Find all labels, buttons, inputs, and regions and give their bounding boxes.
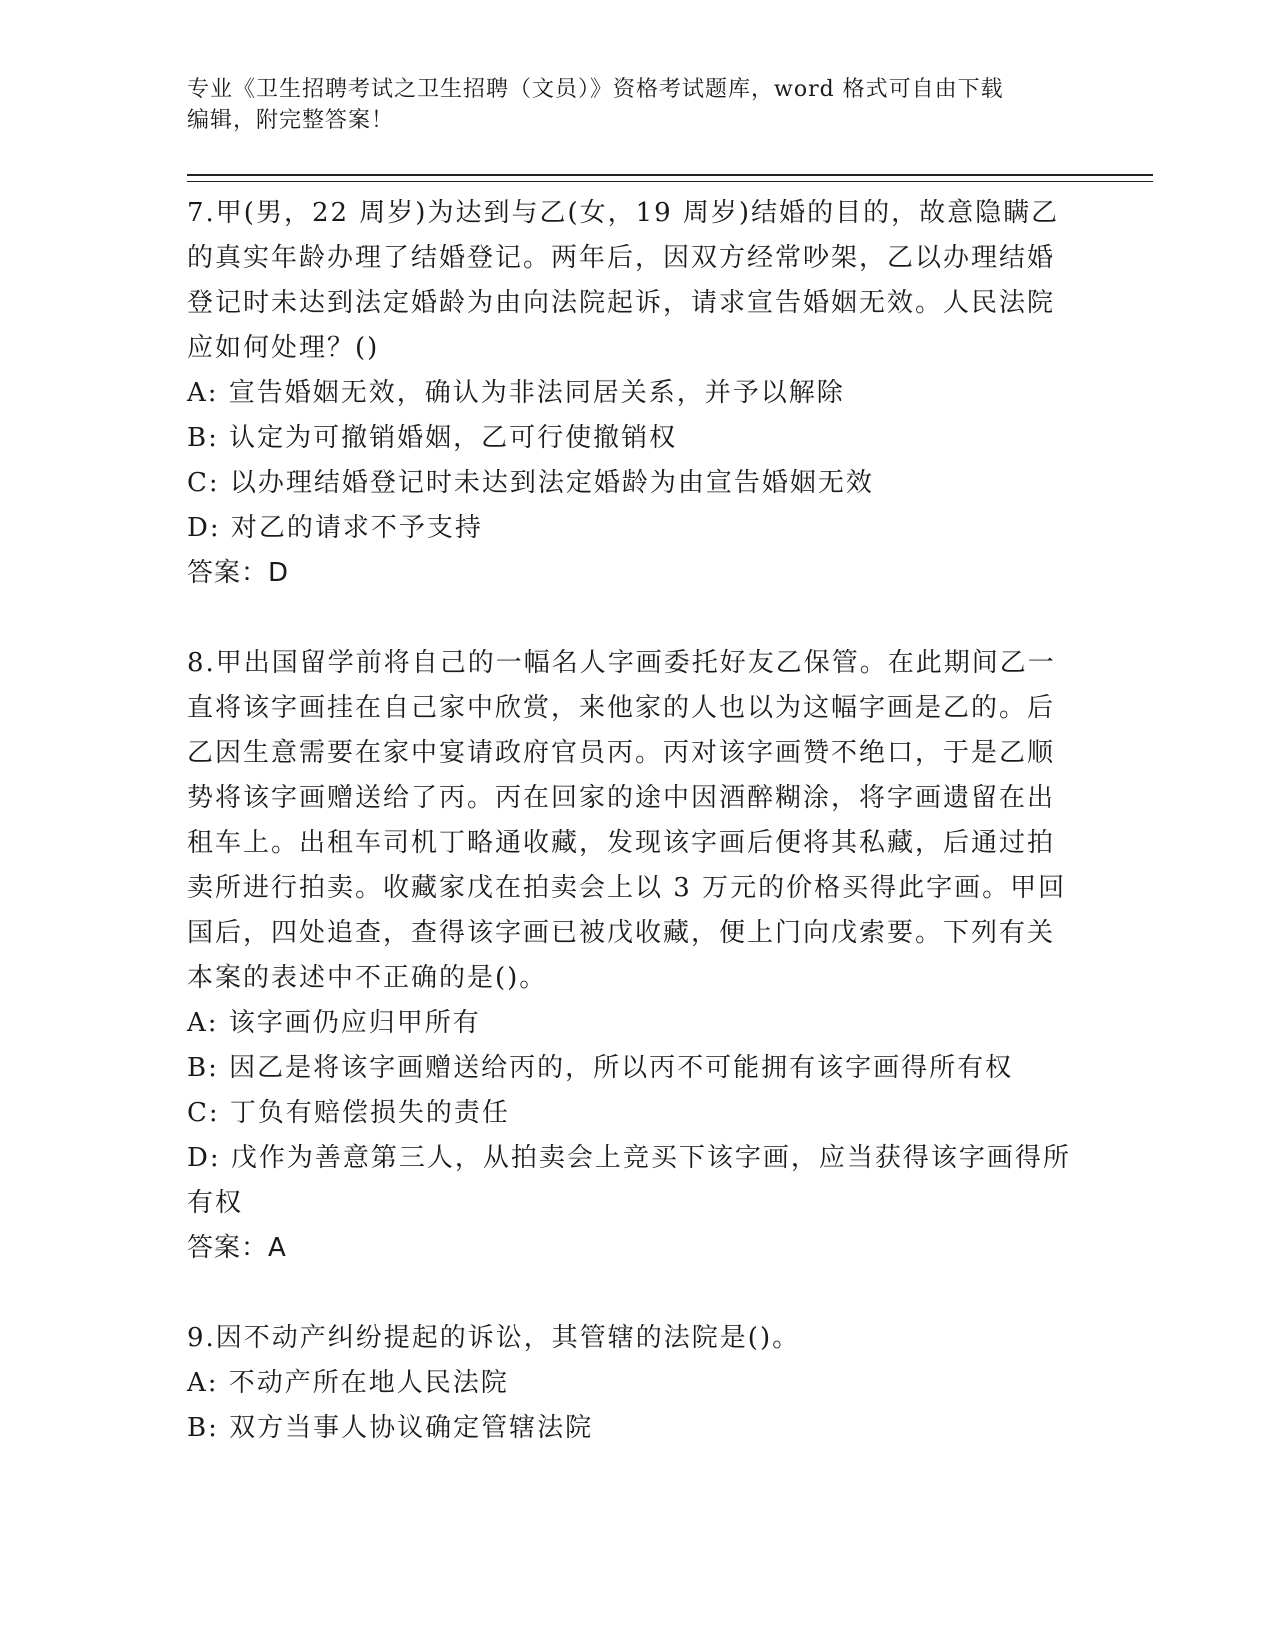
question-stem: 8.甲出国留学前将自己的一幅名人字画委托好友乙保管。在此期间乙一直将该字画挂在自己家中欣赏，来他家的人也以为这幅字画是乙的。后乙因生意需要在家中宴请政府官员丙。丙对该字画赞不绝口，于是乙顺势将该字画赠送给了丙。丙在回家的途中因酒醉糊涂，将字画遗留在出租车上。出租车司机丁略通收藏，发现该字画后便将其私藏，后通过拍卖所进行拍卖。收藏家戊在拍卖会上以 3 万元的价格买得此字画。甲回国后，四处追查，查得该字画已被戊收藏，便上门向戊索要。下列有关本案的表述中不正确的是()。 xyxy=(187,648,1067,993)
option-d: D: 戊作为善意第三人，从拍卖会上竞买下该字画，应当获得该字画得所有权 xyxy=(187,1143,1071,1218)
question-7 xyxy=(187,191,1077,596)
question-stem: 7.甲(男，22 周岁)为达到与乙(女，19 周岁)结婚的目的，故意隐瞒乙的真实年龄办理了结婚登记。两年后，因双方经常吵架，乙以办理结婚登记时未达到法定婚龄为由向法院起诉，请求宣告婚姻无效。人民法院应如何处理？() xyxy=(187,198,1060,363)
question-9 xyxy=(187,1316,1077,1451)
question-8 xyxy=(187,641,1077,1271)
header-line-2: 编辑，附完整答案！ xyxy=(187,108,395,133)
question-stem: 9.因不动产纠纷提起的诉讼，其管辖的法院是()。 xyxy=(187,1323,801,1353)
header-line-1: 专业《卫生招聘考试之卫生招聘（文员）》资格考试题库，word 格式可自由下载 xyxy=(187,77,1004,102)
document-header xyxy=(187,74,1067,136)
option-b: B: 认定为可撤销婚姻，乙可行使撤销权 xyxy=(187,423,678,453)
option-a: A: 不动产所在地人民法院 xyxy=(187,1368,509,1398)
option-c: C: 以办理结婚登记时未达到法定婚龄为由宣告婚姻无效 xyxy=(187,468,874,498)
question-list xyxy=(187,191,1077,1451)
option-d: D: 对乙的请求不予支持 xyxy=(187,513,483,543)
option-a: A: 宣告婚姻无效，确认为非法同居关系，并予以解除 xyxy=(187,378,845,408)
option-a: A: 该字画仍应归甲所有 xyxy=(187,1008,481,1038)
answer-label: 答案：D xyxy=(187,558,290,588)
option-c: C: 丁负有赔偿损失的责任 xyxy=(187,1098,510,1128)
answer-label: 答案：A xyxy=(187,1233,287,1263)
header-divider-thick xyxy=(187,174,1153,176)
header-divider-thin xyxy=(187,181,1153,182)
option-b: B: 因乙是将该字画赠送给丙的，所以丙不可能拥有该字画得所有权 xyxy=(187,1053,1014,1083)
option-b: B: 双方当事人协议确定管辖法院 xyxy=(187,1413,594,1443)
